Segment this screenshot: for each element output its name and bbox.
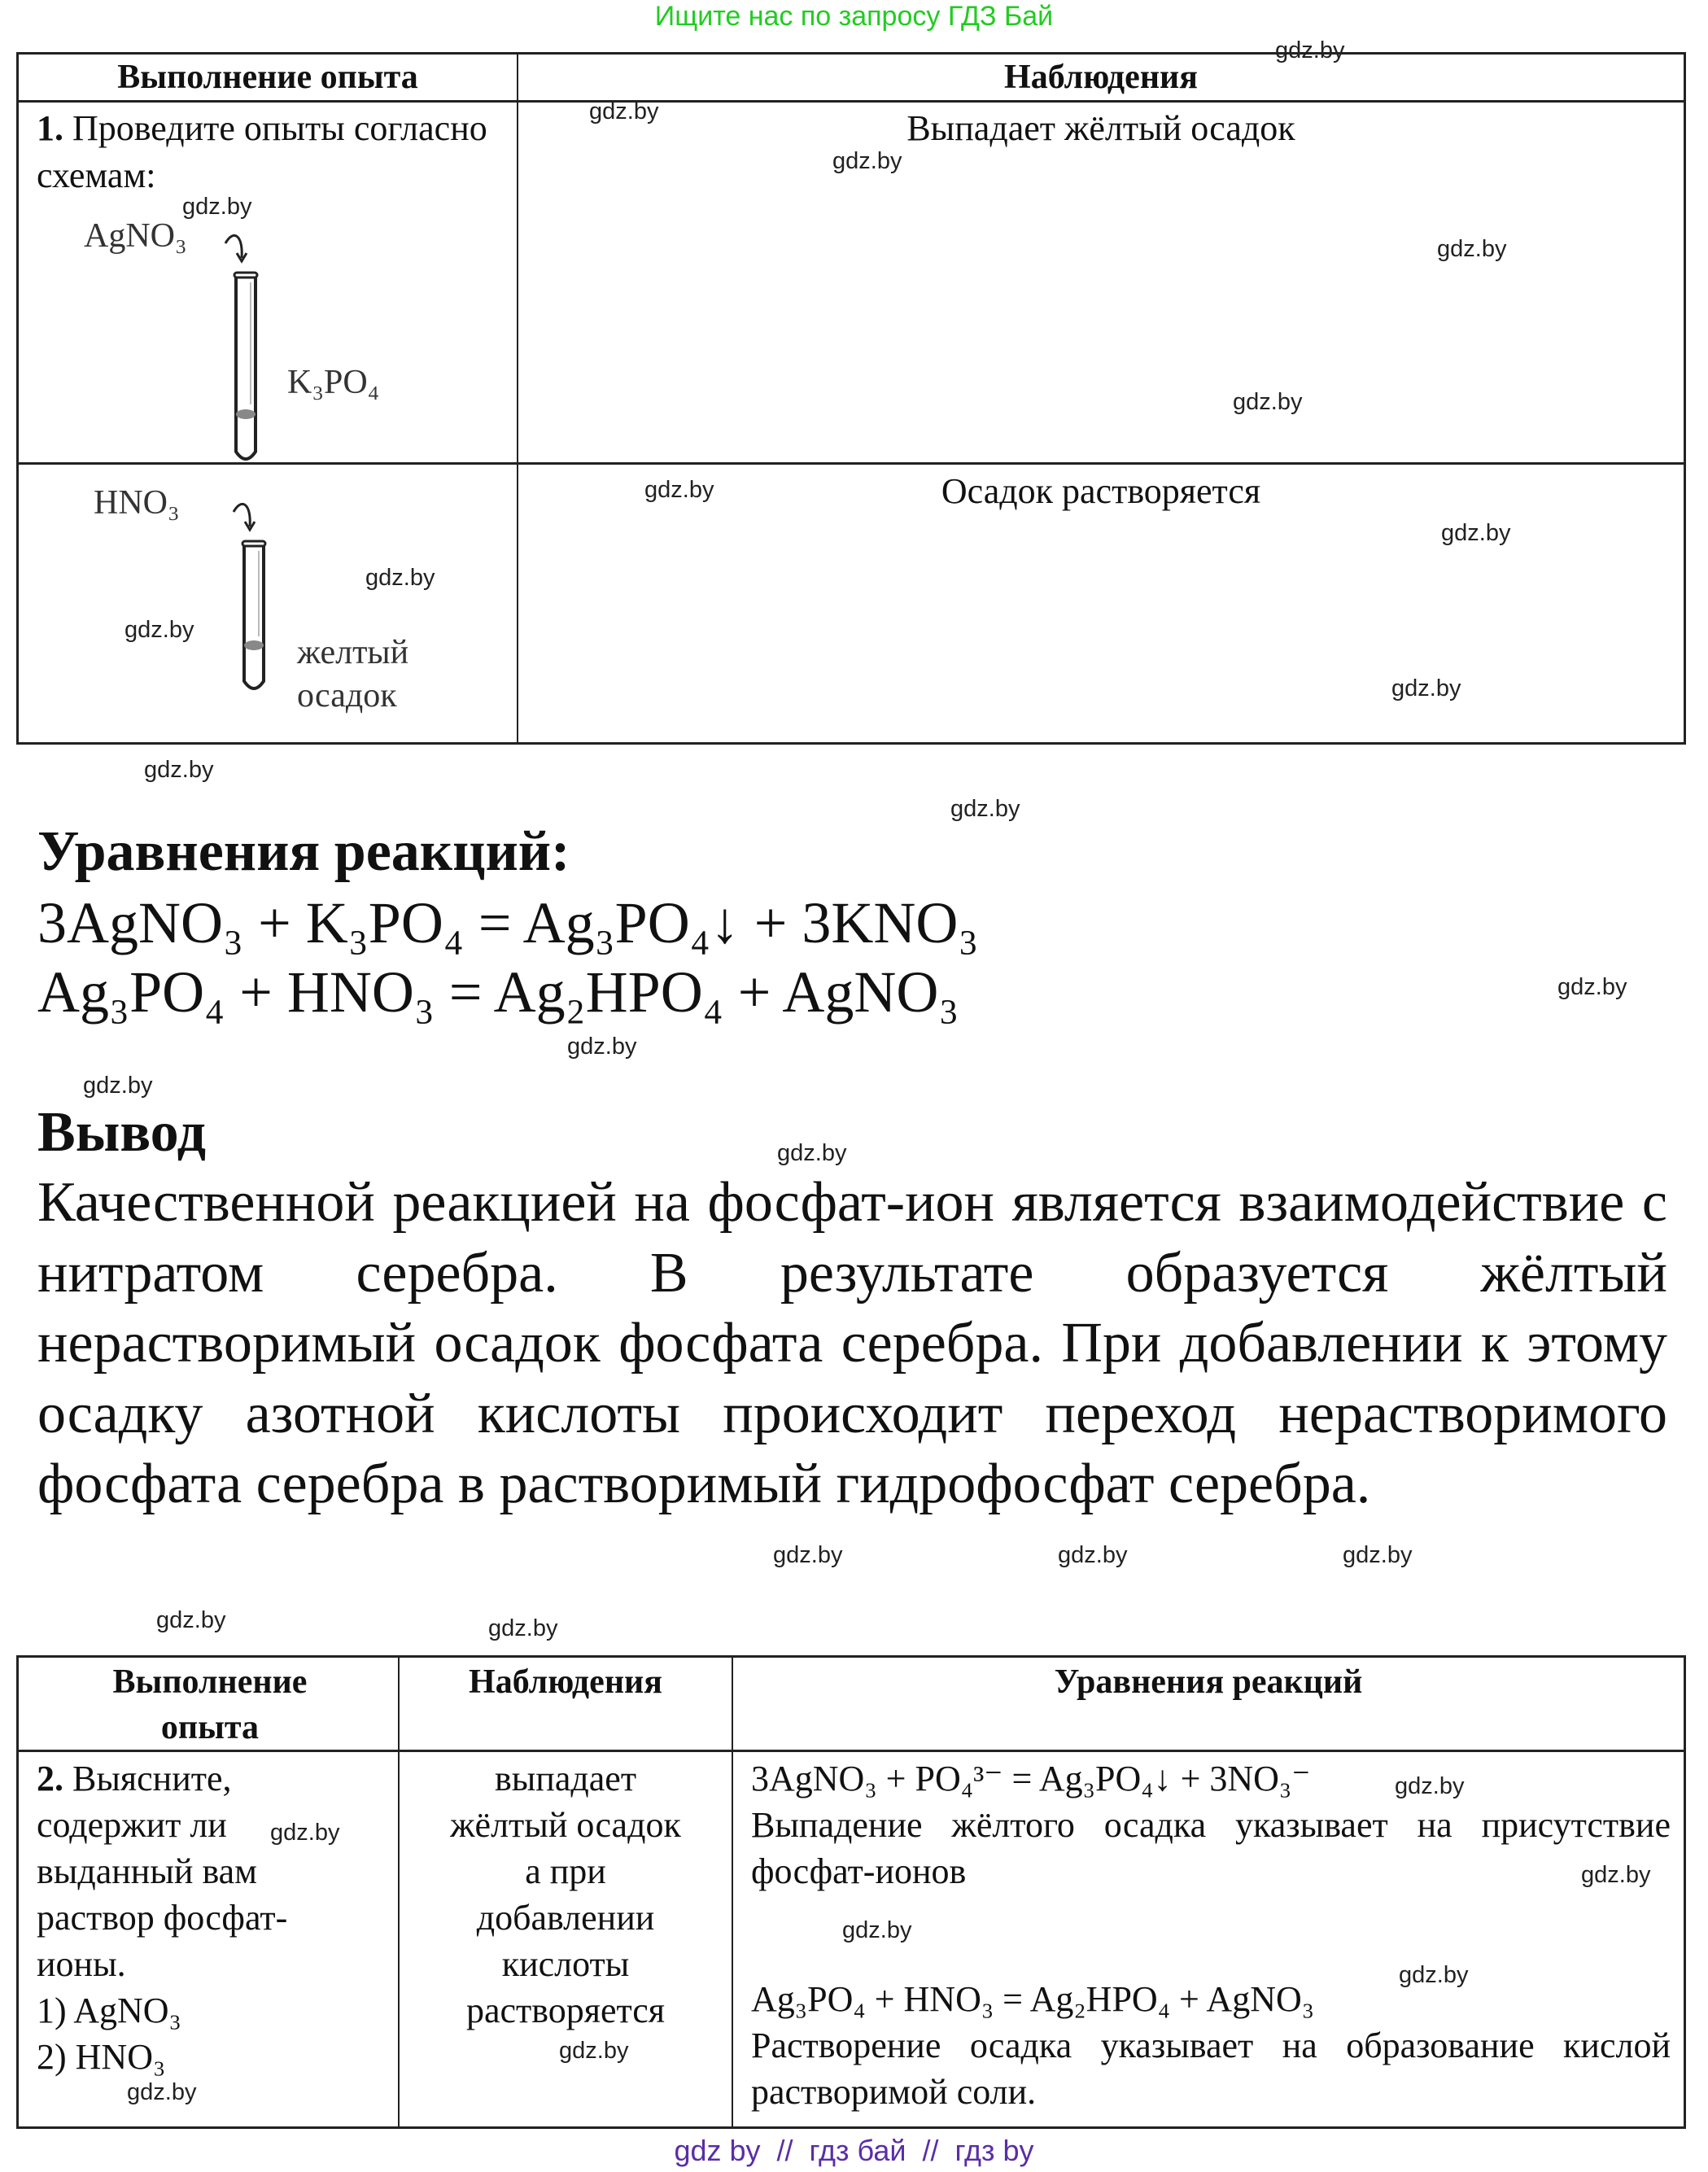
watermark: gdz.by <box>950 796 1020 822</box>
watermark: gdz.by <box>832 148 902 174</box>
observation-line: растворяется <box>465 1991 666 2030</box>
explanation-1: Выпадение жёлтого осадка указывает на присутствие фосфат-ионов <box>751 1805 1671 1891</box>
watermark: gdz.by <box>83 1073 153 1099</box>
search-banner[interactable]: Ищите нас по запросу ГДЗ Бай <box>654 1 1054 32</box>
header-observations: Наблюдения <box>469 1663 662 1701</box>
header-observations: Наблюдения <box>1004 59 1198 96</box>
watermark: gdz.by <box>156 1607 226 1633</box>
watermark: gdz.by <box>144 757 214 783</box>
reagent-yellow-precipitate-line2: осадок <box>297 677 397 715</box>
equations-title: Уравнения реакций: <box>37 820 570 883</box>
reagent-agno3: AgNO₃ <box>84 217 187 255</box>
equation-2: Ag₃PO₄ + HNO₃ = Ag₂HPO₄ + AgNO₃ <box>751 1979 1315 2019</box>
task-number: 1. <box>37 108 63 148</box>
equation-1: 3AgNO₃ + K₃PO₄ = Ag₃PO₄↓ + 3KNO₃ <box>37 890 979 955</box>
watermark: gdz.by <box>124 617 194 643</box>
explanation-2: Растворение осадка указывает на образование кислой растворимой соли. <box>751 2026 1671 2112</box>
experiment-table-2 <box>16 1655 1686 2129</box>
observation-text <box>400 1755 732 2034</box>
watermark: gdz.by <box>270 1820 340 1846</box>
task-2-text <box>37 1755 395 2080</box>
watermark: gdz.by <box>559 2038 629 2064</box>
task-line: выданный вам <box>37 1851 258 1891</box>
task-line: содержит ли <box>37 1805 227 1845</box>
test-tube-icon <box>222 494 271 738</box>
watermark: gdz.by <box>1275 37 1345 63</box>
equation-2: Ag₃PO₄ + HNO₃ = Ag₂HPO₄ + AgNO₃ <box>37 959 959 1025</box>
observation-2: Осадок растворяется <box>941 471 1261 511</box>
watermark: gdz.by <box>1233 389 1303 415</box>
observation-line: а при <box>525 1851 606 1891</box>
watermark: gdz.by <box>365 565 435 591</box>
task-line: ионы. <box>37 1944 126 1984</box>
equation-1: 3AgNO₃ + PO₄³⁻ = Ag₃PO₄↓ + 3NO₃⁻ <box>751 1759 1311 1798</box>
watermark: gdz.by <box>777 1140 847 1166</box>
header-equations: Уравнения реакций <box>1054 1663 1363 1701</box>
divider <box>517 55 518 742</box>
watermark: gdz.by <box>1441 520 1511 546</box>
footer-links[interactable]: gdz by // гдз бай // гдз by <box>674 2134 1034 2167</box>
watermark: gdz.by <box>567 1034 637 1060</box>
watermark: gdz.by <box>589 98 659 125</box>
watermark: gdz.by <box>1343 1542 1413 1568</box>
task-line: Выясните, <box>72 1759 232 1798</box>
observation-line: жёлтый осадок <box>450 1805 681 1845</box>
watermark: gdz.by <box>644 477 714 503</box>
task-line: раствор фосфат- <box>37 1898 288 1938</box>
header-procedure: Выполнение опыта <box>117 59 418 96</box>
observation-line: выпадает <box>494 1759 637 1798</box>
conclusion-title: Вывод <box>37 1101 207 1164</box>
watermark: gdz.by <box>1058 1542 1128 1568</box>
task-1-text <box>37 105 492 199</box>
divider <box>19 462 1684 465</box>
watermark: gdz.by <box>1399 1962 1469 1988</box>
task-number: 2. <box>37 1759 63 1798</box>
watermark: gdz.by <box>842 1917 912 1943</box>
divider <box>19 100 1684 103</box>
watermark: gdz.by <box>488 1615 558 1641</box>
reagent-k3po4: K₃PO₄ <box>287 364 380 401</box>
watermark: gdz.by <box>773 1542 843 1568</box>
watermark: gdz.by <box>1437 236 1507 262</box>
reagent-yellow-precipitate-line1: желтый <box>297 634 409 671</box>
observation-1: Выпадает жёлтый осадок <box>906 108 1295 148</box>
watermark: gdz.by <box>127 2079 197 2105</box>
observation-line: кислоты <box>501 1944 630 1984</box>
watermark: gdz.by <box>1581 1862 1651 1888</box>
watermark: gdz.by <box>1391 675 1461 701</box>
task-description: Проведите опыты согласно схемам: <box>37 108 487 195</box>
test-tube-icon <box>214 225 263 470</box>
task-line: 1) AgNO₃ <box>37 1991 181 2030</box>
watermark: gdz.by <box>1557 974 1627 1000</box>
divider <box>732 1658 733 2126</box>
watermark: gdz.by <box>182 194 252 220</box>
observation-line: добавлении <box>476 1898 655 1938</box>
task-line: 2) HNO₃ <box>37 2037 166 2077</box>
watermark: gdz.by <box>1395 1773 1465 1799</box>
header-procedure: Выполнение опыта <box>112 1663 308 1746</box>
reagent-hno3: HNO₃ <box>94 484 180 522</box>
conclusion-text: Качественной реакцией на фосфат-ион является взаимодействие с нитратом серебра. В результате образуется жёлтый нерастворимый осадок фосфата серебра. При добавлении к этому осадку азотной кислоты происходит переход нерастворимого фосфата серебра в растворимый гидрофосфат серебра. <box>37 1171 1667 1515</box>
